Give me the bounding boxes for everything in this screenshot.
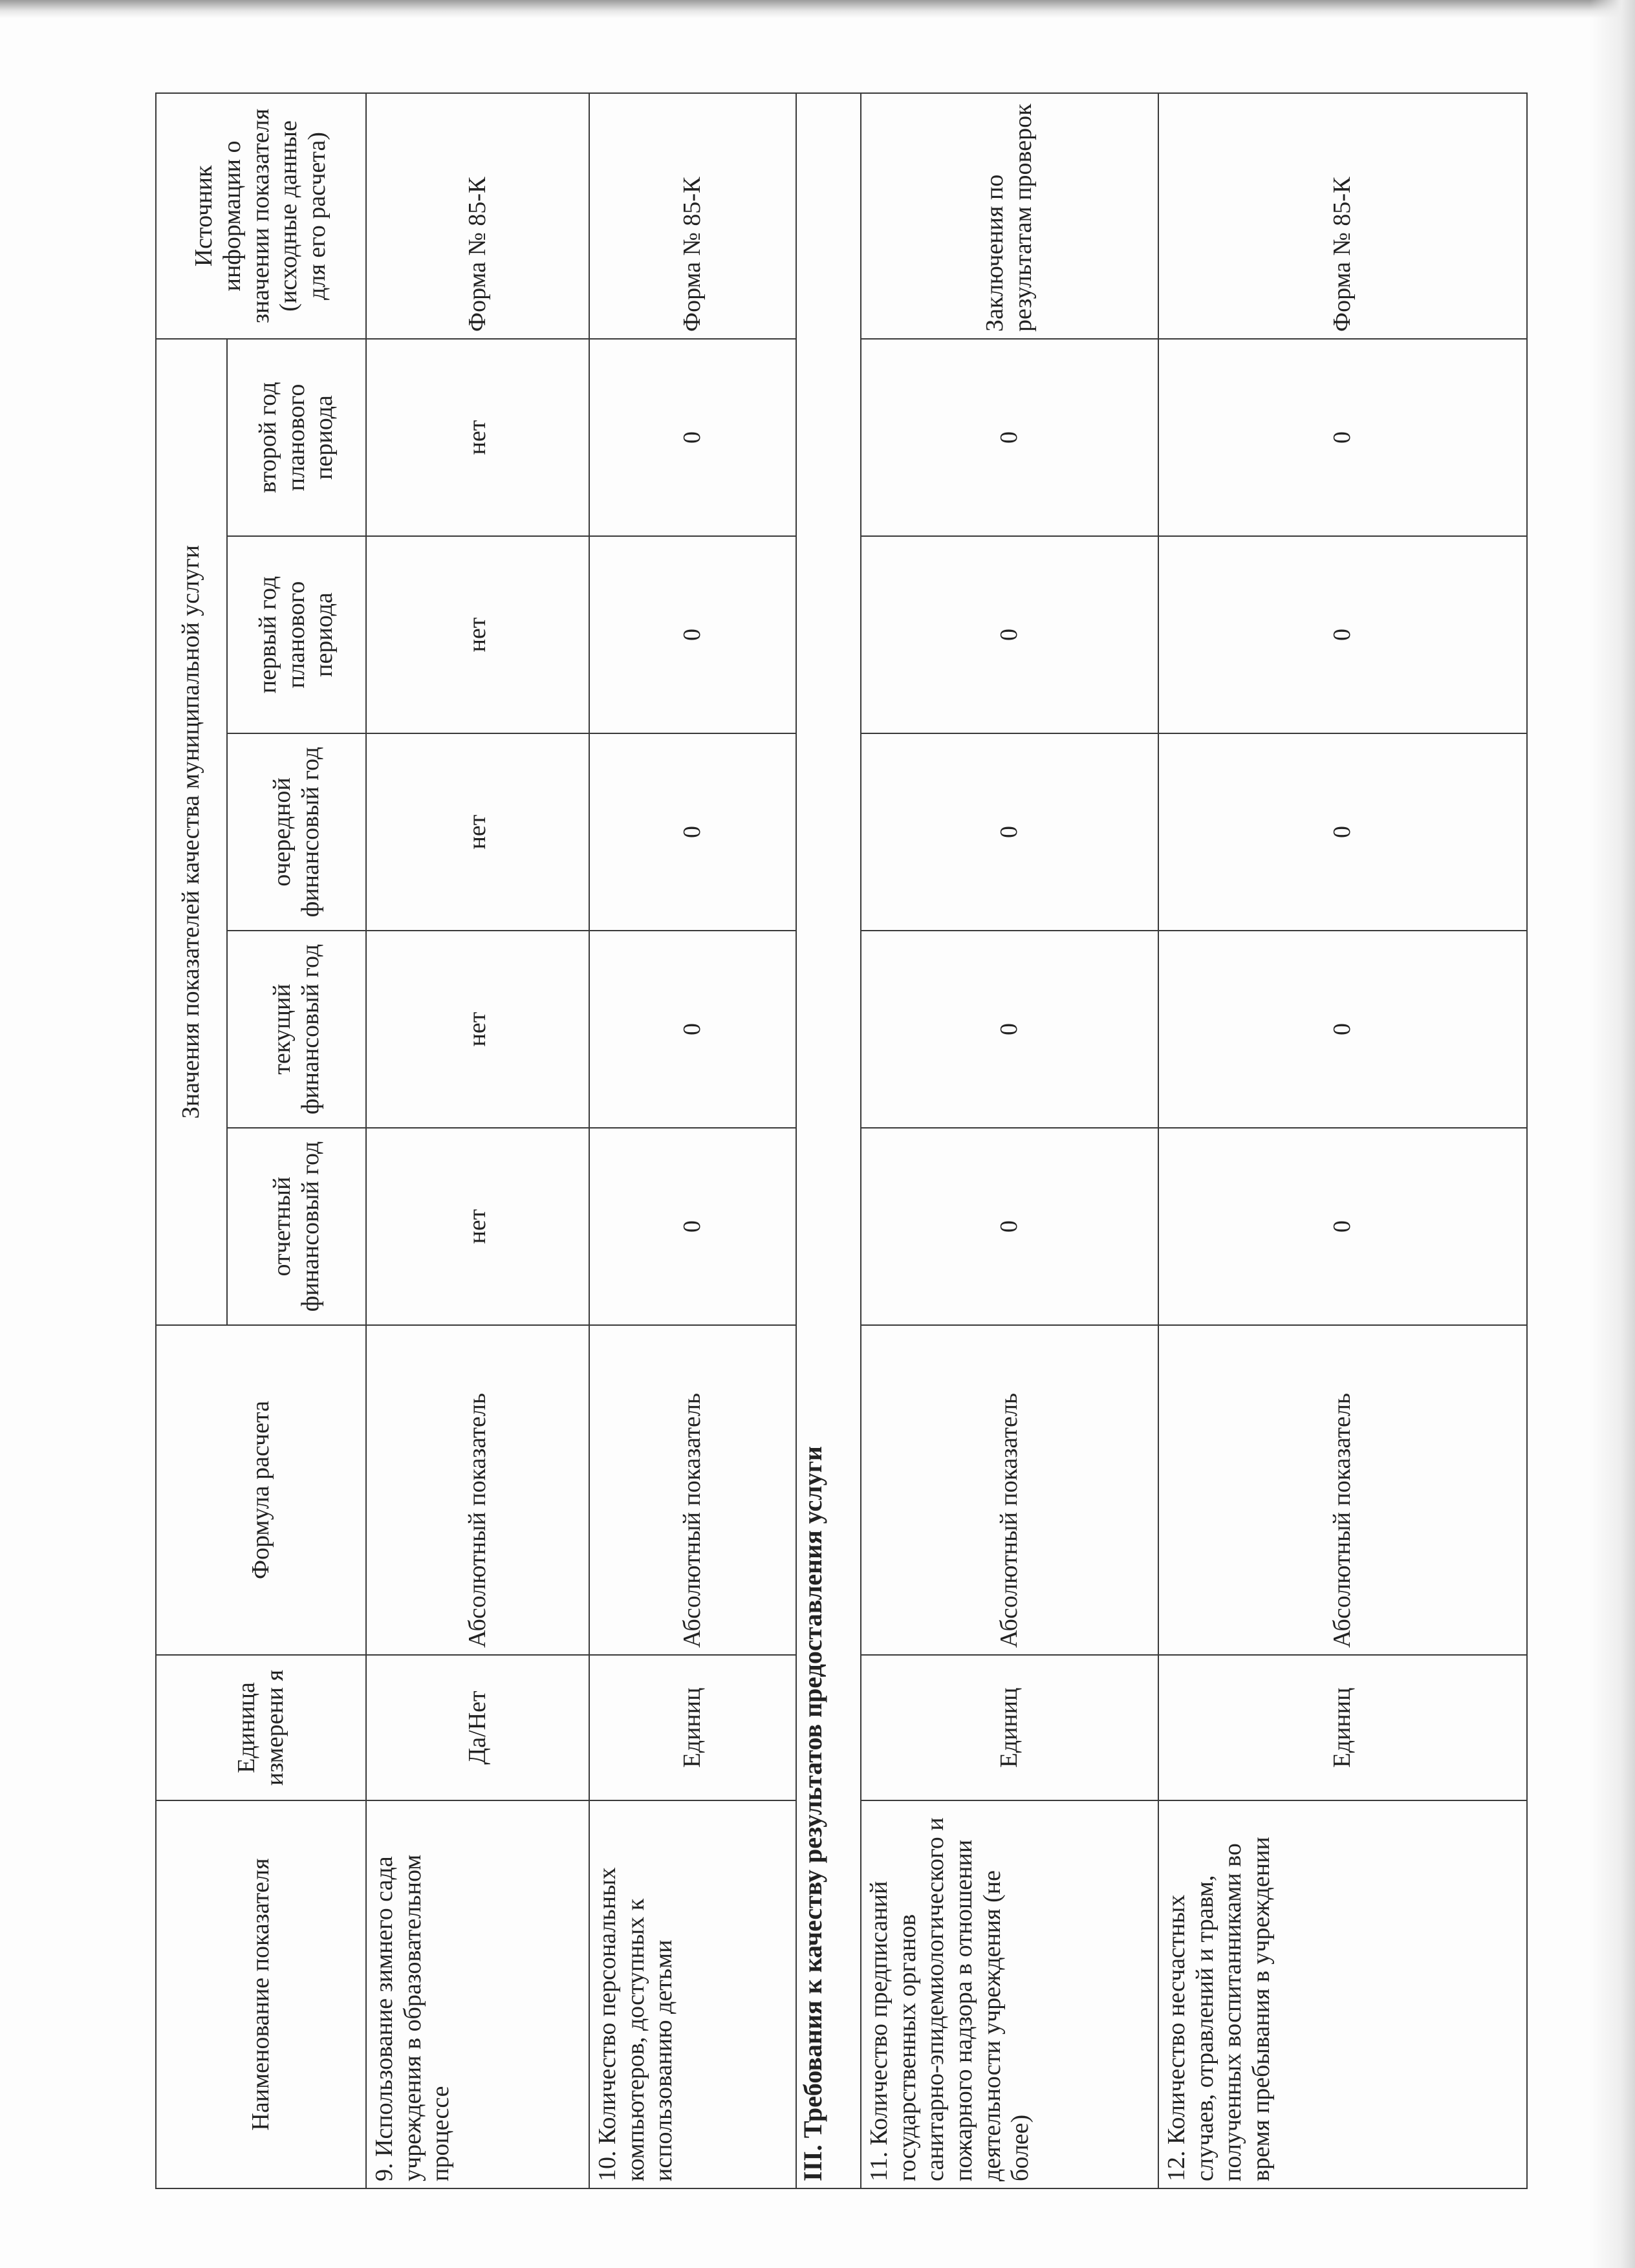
value-report-year: 0 <box>1158 1128 1527 1325</box>
header-year-plan-2: второй год планового периода <box>227 339 366 536</box>
value-current-year: нет <box>366 931 589 1128</box>
indicator-formula: Абсолютный показатель <box>1158 1325 1527 1655</box>
value-report-year: нет <box>366 1128 589 1325</box>
header-unit: Единица измерени я <box>156 1655 366 1800</box>
value-plan-year-2: нет <box>366 339 589 536</box>
header-source: Источник информации о значении показателя (исходные данные для его расчета) <box>156 93 366 339</box>
indicator-name: 11. Количество предписаний государственных органов санитарно-эпидемиологического и пожарного надзора в отношении деятельности учреждения (не более) <box>861 1800 1158 2188</box>
scan-edge-right <box>1590 0 1635 2268</box>
header-year-current: текущий финансовый год <box>227 931 366 1128</box>
value-current-year: 0 <box>861 931 1158 1128</box>
value-plan-year-2: 0 <box>589 339 796 536</box>
value-next-year: нет <box>366 733 589 931</box>
value-plan-year-2: 0 <box>861 339 1158 536</box>
indicator-unit: Единиц <box>589 1655 796 1800</box>
header-values-group: Значения показателей качества муниципальной услуги <box>156 339 227 1325</box>
value-plan-year-1: 0 <box>1158 536 1527 733</box>
indicator-source: Форма № 85-К <box>1158 93 1527 339</box>
value-plan-year-2: 0 <box>1158 339 1527 536</box>
section-title: III. Требования к качеству результатов предоставления услуги <box>796 93 861 2188</box>
indicator-name: 12. Количество несчастных случаев, отравлений и травм, полученных воспитанниками во время пребывания в учреждении <box>1158 1800 1527 2188</box>
scan-edge-top <box>0 0 1635 18</box>
value-next-year: 0 <box>589 733 796 931</box>
value-report-year: 0 <box>861 1128 1158 1325</box>
value-plan-year-1: нет <box>366 536 589 733</box>
indicator-unit: Единиц <box>861 1655 1158 1800</box>
value-next-year: 0 <box>1158 733 1527 931</box>
indicator-unit: Единиц <box>1158 1655 1527 1800</box>
header-year-report: отчетный финансовый год <box>227 1128 366 1325</box>
table-row <box>861 93 1158 2188</box>
header-name: Наименование показателя <box>156 1800 366 2188</box>
indicator-unit: Да/Нет <box>366 1655 589 1800</box>
value-report-year: 0 <box>589 1128 796 1325</box>
value-current-year: 0 <box>1158 931 1527 1128</box>
table-row <box>589 93 796 2188</box>
header-formula: Формула расчета <box>156 1325 366 1655</box>
value-next-year: 0 <box>861 733 1158 931</box>
indicator-source: Заключения по результатам проверок <box>861 93 1158 339</box>
value-plan-year-1: 0 <box>861 536 1158 733</box>
indicator-formula: Абсолютный показатель <box>861 1325 1158 1655</box>
header-year-plan-1: первый год планового периода <box>227 536 366 733</box>
section-row <box>796 93 861 2188</box>
header-row-1 <box>156 93 227 2188</box>
indicator-source: Форма № 85-К <box>589 93 796 339</box>
value-current-year: 0 <box>589 931 796 1128</box>
value-plan-year-1: 0 <box>589 536 796 733</box>
table-row <box>366 93 589 2188</box>
quality-indicators-table <box>155 92 1528 2189</box>
rotated-page <box>155 94 1526 2189</box>
indicator-formula: Абсолютный показатель <box>366 1325 589 1655</box>
indicator-source: Форма № 85-К <box>366 93 589 339</box>
indicator-name: 9. Использование зимнего сада учреждения в образовательном процессе <box>366 1800 589 2188</box>
header-year-next: очередной финансовый год <box>227 733 366 931</box>
table-row <box>1158 93 1527 2188</box>
indicator-formula: Абсолютный показатель <box>589 1325 796 1655</box>
indicator-name: 10. Количество персональных компьютеров, доступных к использованию детьми <box>589 1800 796 2188</box>
